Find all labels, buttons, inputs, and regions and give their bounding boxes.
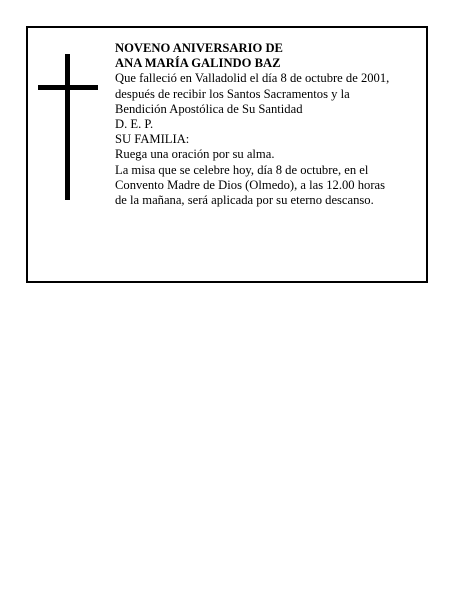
- notice-heading-line-1: NOVENO ANIVERSARIO DE: [115, 41, 283, 55]
- notice-body-line-5: SU FAMILIA:: [115, 132, 190, 147]
- cross-icon: [38, 54, 98, 200]
- notice-body-line-3: Bendición Apostólica de Su Santidad: [115, 101, 303, 116]
- notice-heading-line-2: ANA MARÍA GALINDO BAZ: [115, 56, 281, 71]
- notice-body-line-8: Convento Madre de Dios (Olmedo), a las 12.00 horas: [115, 177, 386, 192]
- notice-body-line-6: Ruega una oración por su alma.: [115, 147, 275, 162]
- notice-body-line-2: después de recibir los Santos Sacramentos y la: [115, 86, 350, 101]
- notice-body-line-9: de la mañana, será aplicada por su eterno descanso.: [115, 193, 374, 208]
- notice-body-line-4: D. E. P.: [115, 117, 154, 132]
- notice-text: [115, 41, 420, 208]
- notice-body-line-1: Que falleció en Valladolid el día 8 de octubre de 2001,: [115, 71, 390, 86]
- obituary-notice: [26, 26, 428, 283]
- cross-horizontal-bar: [38, 85, 98, 90]
- cross-vertical-bar: [65, 54, 70, 200]
- notice-body-line-7: La misa que se celebre hoy, día 8 de octubre, en el: [115, 162, 369, 177]
